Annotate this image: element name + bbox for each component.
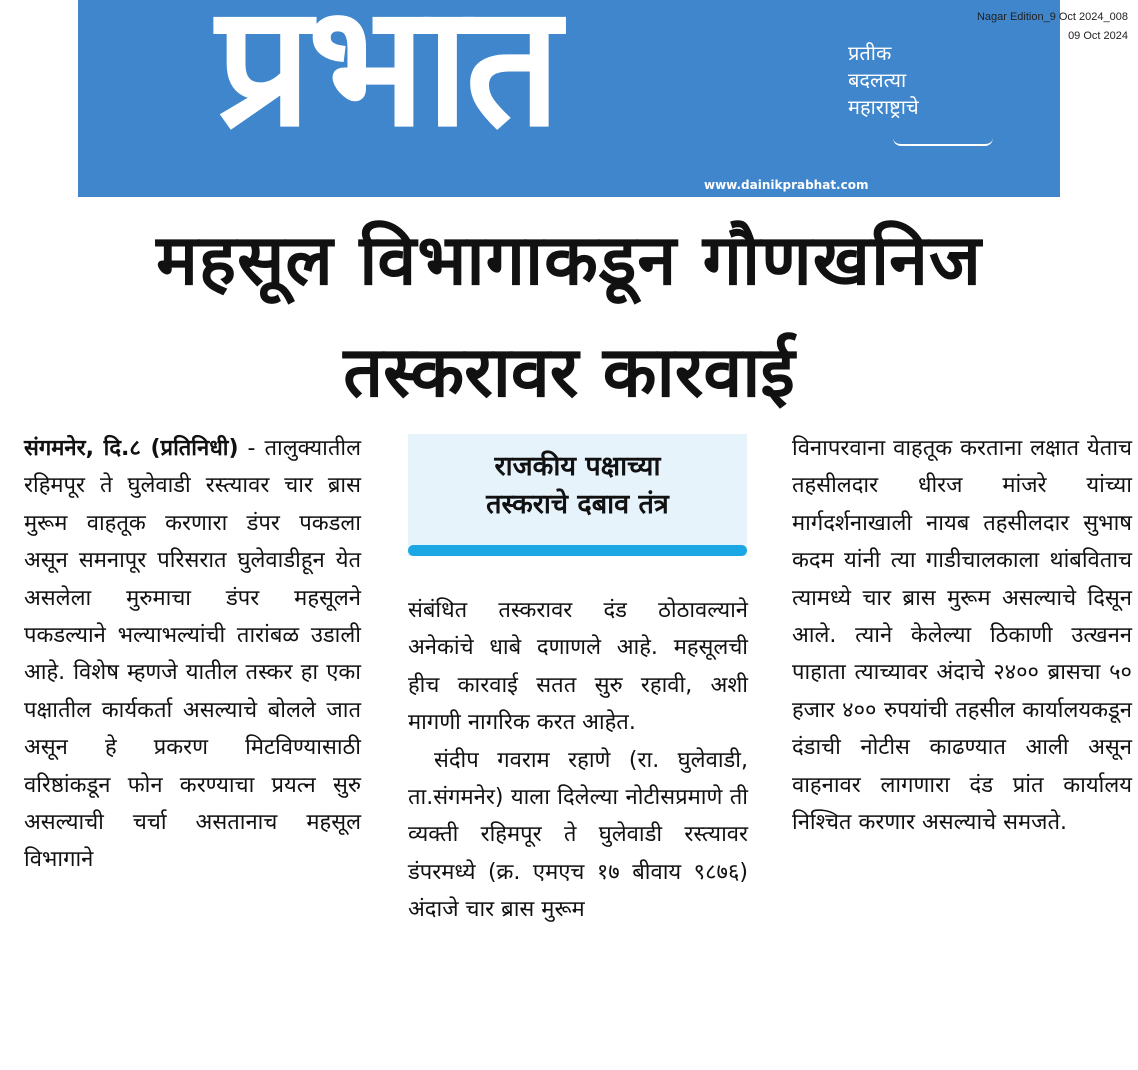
edition-label: Nagar Edition_9 Oct 2024_008: [976, 11, 1128, 23]
article-column-1: [24, 430, 361, 879]
subhead-text: [408, 448, 747, 524]
column-1-text: - तालुक्यातील रहिमपूर ते घुलेवाडी रस्त्यावर चार ब्रास मुरूम वाहतूक करणारा डंपर पकडला असून समनापूर परिसरात घुलेवाडीहून येत असलेला मुरुमाचा डंपर महसूलने पकडल्याने भल्याभल्यांची तारांबळ उडाली आहे. विशेष म्हणजे यातील तस्कर हा एका पक्षातील कार्यकर्ता असल्याचे बोलले जात असून हे प्रकरण मिटविण्यासाठी वरिष्ठांकडून फोन करण्याचा प्रयत्न सुरु असल्याची चर्चा असतानाच महसूल विभागाने: [24, 436, 362, 873]
column-3-text: विनापरवाना वाहतूक करताना लक्षात येताच तहसीलदार धीरज मांजरे यांच्या मार्गदर्शनाखाली नायब तहसीलदार सुभाष कदम यांनी त्या गाडीचालकाला थांबविताच त्यामध्ये चार ब्रास मुरूम असल्याचे दिसून आले. त्याने केलेल्या ठिकाणी उत्खनन पाहाता त्याच्यावर अंदाचे २४०० ब्रासचा ५० हजार ४०० रुपयांची तहसील कार्यालयकडून दंडाची नोटीस काढण्यात आली असून वाहनावर लागणारा दंड प्रांत कार्यालय निश्चित करणार असल्याचे समजते.: [792, 436, 1132, 836]
subhead-underline-bar: [408, 545, 747, 556]
tagline-line-3: महाराष्ट्राचे: [848, 95, 919, 119]
website-url: www.dainikprabhat.com: [704, 178, 869, 192]
tagline-swoosh: [893, 138, 993, 146]
subhead-line-2: तस्कराचे दबाव तंत्र: [486, 489, 669, 520]
article-column-2: [408, 592, 748, 929]
subhead-box: [408, 434, 747, 556]
tagline: [848, 40, 919, 121]
tagline-line-1: प्रतीक: [848, 41, 892, 65]
subhead-line-1: राजकीय पक्षाच्या: [494, 451, 661, 482]
edition-date: 09 Oct 2024: [1068, 30, 1128, 42]
article-column-3: [792, 430, 1132, 841]
dateline: संगमनेर, दि.८ (प्रतिनिधी): [24, 436, 239, 461]
column-2-paragraph-2: संदीप गवराम रहाणे (रा. घुलेवाडी, ता.संगमनेर) याला दिलेल्या नोटीसप्रमाणे ती व्यक्ती रहिमपूर ते घुलेवाडी रस्त्यावर डंपरमध्ये (क्र. एमएच १७ बीवाय ९८७६) अंदाजे चार ब्रास मुरूम: [408, 747, 748, 923]
tagline-line-2: बदलत्या: [848, 68, 907, 92]
headline-line-1: महसूल विभागाकडून गौणखनिज: [156, 219, 982, 301]
newspaper-logo: प्रभात: [216, 0, 557, 164]
masthead-banner: [78, 0, 1060, 197]
column-2-paragraph-1: संबंधित तस्करावर दंड ठोठावल्याने अनेकांचे धाबे दणाणले आहे. महसूलची हीच कारवाई सतत सुरु रहावी, अशी मागणी नागरिक करत आहेत.: [408, 598, 748, 736]
headline-line-2: तस्करावर कारवाई: [343, 331, 795, 413]
edition-info: [977, 8, 1128, 46]
